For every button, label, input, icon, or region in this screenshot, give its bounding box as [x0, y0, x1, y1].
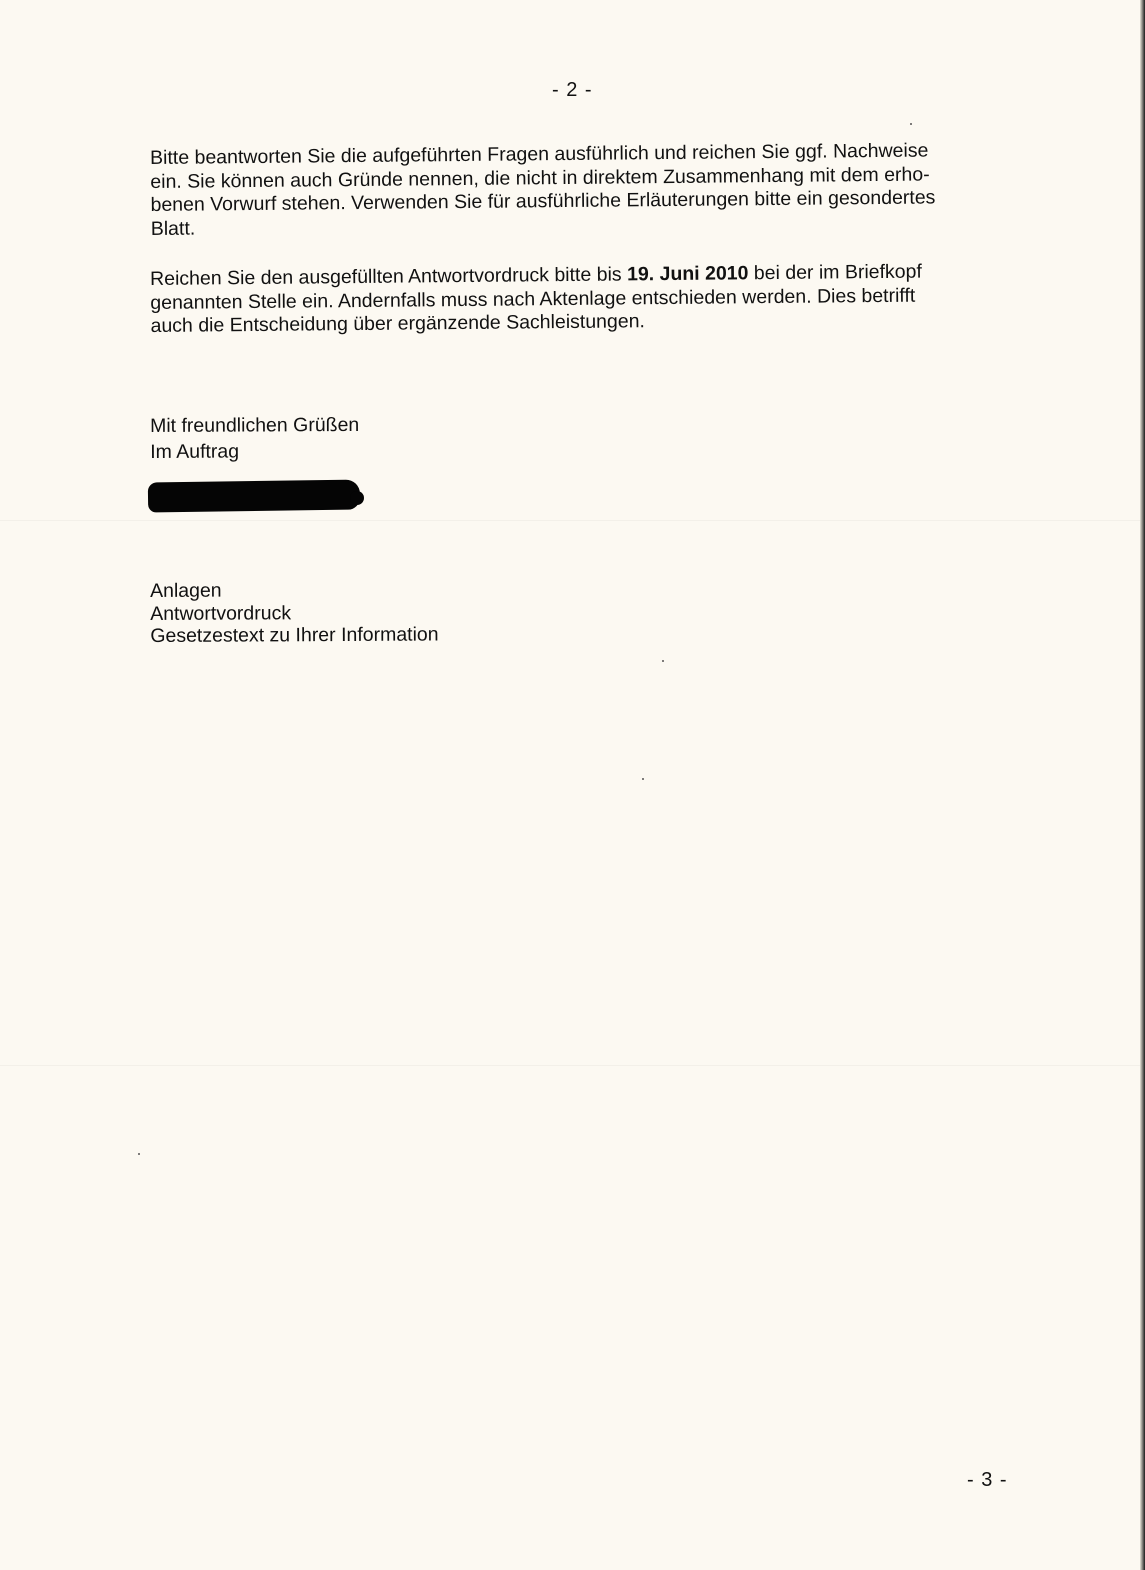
attachments-block	[150, 578, 439, 647]
redacted-signature	[148, 480, 360, 513]
page-number-bottom: - 3 -	[967, 1469, 1008, 1491]
attachment-item: Gesetzestext zu Ihrer Information	[150, 623, 439, 647]
paper-speck	[138, 1153, 140, 1155]
page-number-top: - 2 -	[552, 79, 593, 101]
paragraph-deadline	[150, 260, 1001, 339]
paragraph-line: ein. Sie können auch Gründe nennen, die nicht in direktem Zusammenhang mit dem erho-	[150, 163, 930, 193]
closing-on-behalf: Im Auftrag	[150, 440, 240, 463]
paragraph-line: auch die Entscheidung über ergänzende Sachleistungen.	[150, 310, 646, 337]
paper-speck	[910, 123, 912, 125]
closing-greeting: Mit freundlichen Grüßen	[150, 413, 360, 437]
scan-edge-shadow	[1140, 0, 1145, 1570]
paper-speck	[642, 778, 644, 780]
paragraph-instructions	[150, 139, 1001, 241]
attachments-heading: Anlagen	[150, 579, 222, 602]
attachment-item: Antwortvordruck	[150, 601, 292, 625]
paragraph-line: Bitte beantworten Sie die aufgeführten Fragen ausführlich und reichen Sie ggf. Nachweise	[150, 139, 929, 169]
paper-fold-line	[0, 1065, 1140, 1066]
paper-speck	[662, 660, 664, 662]
deadline-date: 19. Juni 2010	[626, 262, 749, 286]
paragraph-line: genannten Stelle ein. Andernfalls muss nach Aktenlage entschieden werden. Dies betrifft	[150, 284, 916, 314]
closing-block	[150, 412, 359, 465]
deadline-text-before: Reichen Sie den ausgefüllten Antwortvordruck bitte bis	[150, 263, 628, 290]
paper-fold-line	[0, 520, 1140, 521]
deadline-text-after: bei der im Briefkopf	[748, 260, 922, 285]
redacted-signature-tip	[350, 491, 364, 505]
paragraph-line: Blatt.	[150, 217, 196, 240]
paragraph-line: benen Vorwurf stehen. Verwenden Sie für ausführliche Erläuterungen bitte ein gesondertes	[150, 186, 936, 216]
